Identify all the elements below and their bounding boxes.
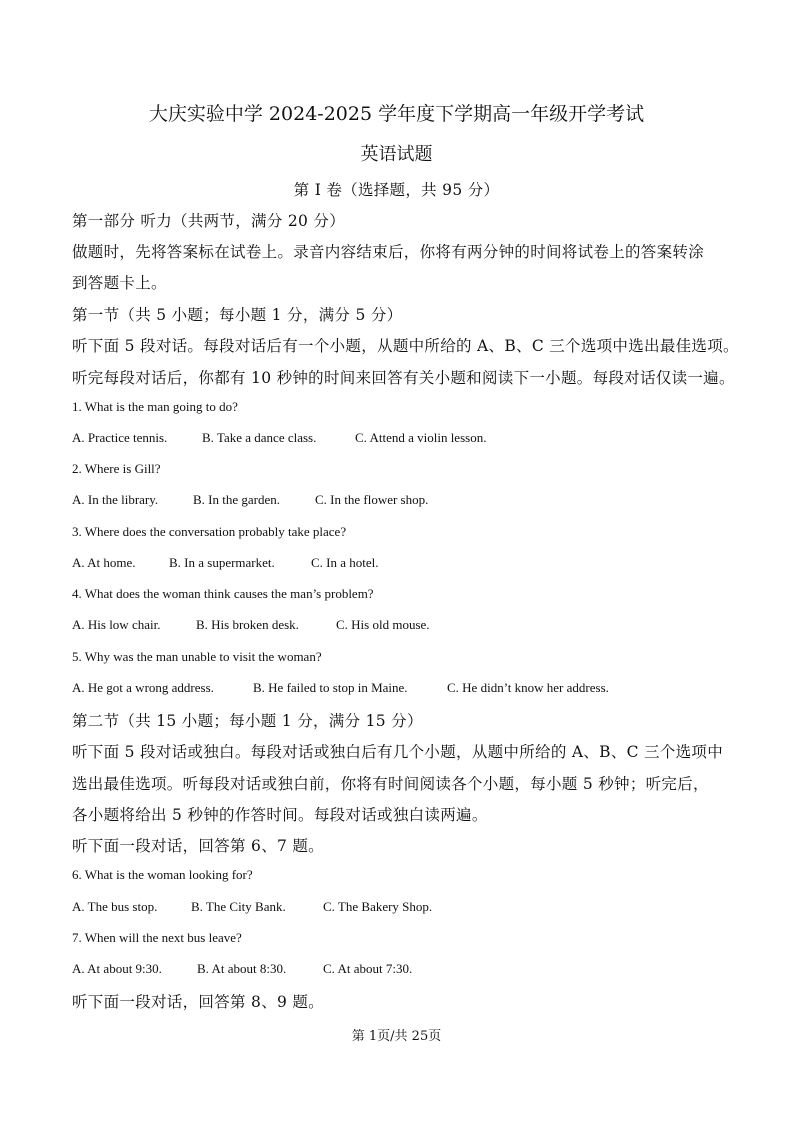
option-a: A. Practice tennis.: [72, 430, 168, 445]
option-c: C. The Bakery Shop.: [323, 899, 433, 914]
option-b: B. The City Bank.: [191, 899, 286, 914]
question-stem: 4. What does the woman think causes the man’s problem?: [72, 586, 374, 601]
option-b: B. In the garden.: [193, 492, 281, 507]
question-stem: 5. Why was the man unable to visit the woman?: [72, 649, 322, 664]
option-b: B. At about 8:30.: [197, 961, 287, 976]
option-c: C. At about 7:30.: [323, 961, 413, 976]
question-options: [72, 617, 430, 633]
option-b: B. His broken desk.: [196, 617, 299, 632]
option-b: B. He failed to stop in Maine.: [253, 680, 408, 695]
question-stem: 3. Where does the conversation probably take place?: [72, 524, 347, 539]
section2-instruction-2: 选出最佳选项。听每段对话或独白前，你将有时间阅读各个小题，每小题 5 秒钟；听完后，: [72, 775, 709, 793]
part1-instruction-2: 到答题卡上。: [72, 274, 167, 292]
question-options: [72, 899, 432, 915]
option-a: A. At about 9:30.: [72, 961, 162, 976]
question-stem: 2. Where is Gill?: [72, 461, 161, 476]
question-options: [72, 430, 486, 446]
volume-heading: 第 I 卷（选择题，共 95 分）: [293, 181, 500, 199]
option-a: A. His low chair.: [72, 617, 161, 632]
option-b: B. In a supermarket.: [169, 555, 275, 570]
option-c: C. He didn’t know her address.: [447, 680, 609, 695]
section1-heading: 第一节（共 5 小题；每小题 1 分，满分 5 分）: [72, 306, 403, 324]
group-heading-6-7: 听下面一段对话，回答第 6、7 题。: [72, 837, 324, 855]
question-stem: 6. What is the woman looking for?: [72, 867, 253, 882]
option-a: A. The bus stop.: [72, 899, 158, 914]
option-a: A. He got a wrong address.: [72, 680, 214, 695]
section1-instruction-2: 听完每段对话后，你都有 10 秒钟的时间来回答有关小题和阅读下一小题。每段对话仅读一遍。: [72, 369, 735, 387]
part1-heading: 第一部分 听力（共两节，满分 20 分）: [72, 212, 346, 230]
option-c: C. In a hotel.: [311, 555, 379, 570]
question-options: [72, 961, 412, 977]
question-stem: 1. What is the man going to do?: [72, 399, 238, 414]
part1-instruction-1: 做题时，先将答案标在试卷上。录音内容结束后，你将有两分钟的时间将试卷上的答案转涂: [72, 243, 705, 261]
option-c: C. His old mouse.: [336, 617, 430, 632]
option-b: B. Take a dance class.: [202, 430, 317, 445]
exam-subject: 英语试题: [360, 144, 433, 165]
section2-instruction-3: 各小题将给出 5 秒钟的作答时间。每段对话或独白读两遍。: [72, 806, 488, 824]
group-heading-8-9: 听下面一段对话，回答第 8、9 题。: [72, 993, 324, 1011]
option-c: C. In the flower shop.: [315, 492, 429, 507]
section1-instruction-1: 听下面 5 段对话。每段对话后有一个小题，从题中所给的 A、B、C 三个选项中选出最佳选项。: [72, 337, 739, 355]
question-options: [72, 492, 428, 508]
question-options: [72, 680, 609, 696]
section2-heading: 第二节（共 15 小题；每小题 1 分，满分 15 分）: [72, 712, 423, 730]
question-stem: 7. When will the next bus leave?: [72, 930, 242, 945]
section2-instruction-1: 听下面 5 段对话或独白。每段对话或独白后有几个小题，从题中所给的 A、B、C 三个选项中: [72, 743, 724, 761]
option-c: C. Attend a violin lesson.: [355, 430, 487, 445]
exam-title: 大庆实验中学 2024-2025 学年度下学期高一年级开学考试: [148, 103, 645, 125]
option-a: A. In the library.: [72, 492, 159, 507]
page-number: 第 1页/共 25页: [351, 1029, 442, 1044]
option-a: A. At home.: [72, 555, 136, 570]
question-options: [72, 555, 379, 571]
